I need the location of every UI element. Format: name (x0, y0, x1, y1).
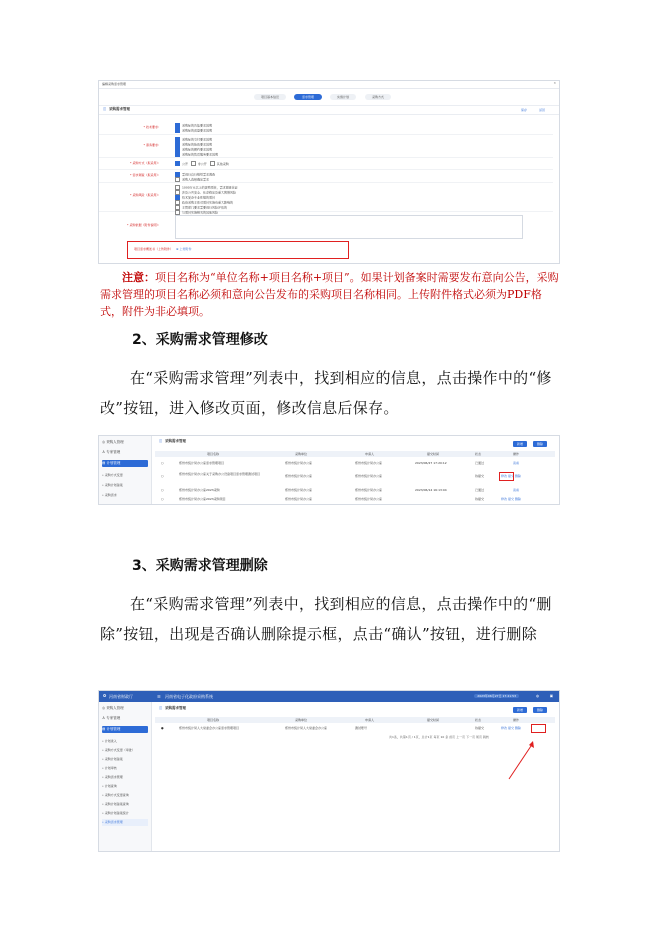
upload-field-label: 项目需求概述书（上传附件） (134, 247, 174, 251)
window-title: 编辑采购需求管理 (102, 82, 127, 86)
brand-name: 河南省财政厅 (109, 694, 133, 699)
option[interactable]: 采购人直接确定需求 (175, 177, 215, 182)
field-label: * 商务要求： (143, 143, 161, 147)
doc-icon: ◫ (159, 439, 163, 443)
calendar-icon: ▤ (102, 727, 106, 731)
cell-name: 郑州市统计局办公室关于采购办公设备项目需求管理测试项目 (179, 472, 261, 476)
step-plan[interactable]: 实施计划 (330, 94, 356, 100)
field-survey (99, 170, 553, 183)
sidebar-item[interactable]: • 计划录入 (102, 739, 117, 743)
cell-name: 郑州市统计局办公室2023采购 (179, 488, 220, 492)
col-header: 项目名称 (207, 452, 220, 456)
sidebar-item[interactable]: ◎ 采购人管理 (102, 706, 124, 710)
checkbox-icon (175, 128, 180, 133)
radio-icon (191, 161, 196, 166)
step-tabs (99, 94, 559, 100)
option[interactable]: 采购标的履约要求说明 (175, 147, 218, 152)
delete-screenshot (98, 690, 560, 852)
field-label: * 采购风险（拟采用）： (130, 193, 161, 197)
menu-icon[interactable]: ☰ (157, 694, 161, 699)
logo-icon: ❂ (103, 693, 107, 698)
cell-unit: 郑州市统计局办公室 (285, 488, 313, 492)
row-radio[interactable]: ● (161, 726, 164, 730)
cell-applicant: 郑州市统计局办公室 (355, 474, 383, 478)
cell-ops[interactable]: 修改 提交 删除 (501, 726, 521, 730)
sidebar-item[interactable]: • 采购需求 (102, 493, 117, 497)
doc-icon: ◫ (159, 706, 163, 710)
option[interactable]: 采购标的交付要求说明 (175, 137, 218, 142)
row-radio[interactable]: ○ (161, 497, 164, 501)
sidebar-item[interactable]: ♙ 专家管理 (102, 716, 121, 720)
row-radio[interactable]: ○ (161, 474, 164, 478)
radio-option[interactable]: 其他采购 (210, 162, 229, 166)
sidebar-item[interactable]: • 采购需求管理 (102, 775, 123, 779)
field-tech-requirement (99, 121, 553, 135)
field-label: * 技术要求： (143, 125, 161, 129)
upload-label: 上传附件 (179, 247, 192, 251)
cell-applicant: 测试账号 (355, 726, 368, 730)
field-label: * 采购依据（附件说明）： (127, 223, 161, 227)
section-heading-modify: 2、采购需求管理修改 (132, 332, 268, 348)
col-header: 状态 (475, 452, 482, 456)
delete-button[interactable]: 删除 (533, 707, 547, 713)
option[interactable]: 1000万元以上的货物项目，需求调查论证 (175, 185, 238, 190)
cell-time: 2023/06/27 17:20:12 (415, 461, 447, 465)
note-paragraph (100, 269, 562, 320)
option[interactable]: 采购标的售后服务要求说明 (175, 152, 218, 157)
panel-title: 采购需求管理 (109, 107, 130, 111)
option[interactable]: 采购标的质量要求说明 (175, 128, 212, 133)
form-screenshot (98, 80, 560, 264)
field-label: * 需求调查（拟采用）： (130, 173, 161, 177)
user-icon: ◎ (102, 706, 106, 710)
note-prefix: 注意： (122, 271, 155, 284)
cell-unit: 郑州市统计局办公室 (285, 497, 313, 501)
checkbox-icon (175, 177, 180, 182)
col-header: 提交时间 (427, 452, 440, 456)
cell-unit: 郑州市统计局办公室 (285, 461, 313, 465)
step-basic-info[interactable]: 项目基本信息 (254, 94, 286, 100)
person-icon: ♙ (102, 450, 106, 454)
field-risk (99, 183, 553, 215)
sidebar-item[interactable]: ♙ 专家管理 (102, 450, 121, 454)
checkbox-icon (175, 152, 180, 157)
delete-button[interactable]: 删除 (533, 441, 547, 447)
user-icon: ◎ (102, 440, 106, 444)
sidebar-item[interactable]: • 计划查询 (102, 784, 117, 788)
option[interactable]: 采购标的验收要求说明 (175, 142, 218, 147)
highlight-box (531, 724, 546, 733)
panel-title: 采购需求管理 (165, 439, 186, 443)
cell-status: 已通过 (475, 488, 485, 492)
cell-applicant: 郑州市统计局办公室 (355, 488, 383, 492)
sidebar (99, 436, 152, 504)
col-header: 操作 (513, 718, 520, 722)
top-navbar (99, 691, 559, 702)
attachment-icon: ⊕ (176, 247, 179, 251)
cell-unit: 郑州市统计局办公室 (285, 474, 313, 478)
note-text: 项目名称为“单位名称+项目名称+项目”。如果计划备案时需要发布意向公告，采购需求管理的项目名称必须和意向公告发布的采购项目名称相同。上传附件格式必须为PDF格式，附件为非必填项。 (100, 271, 559, 318)
red-arrow-icon (507, 739, 537, 781)
system-title: 河南省电子化政府采购系统 (165, 694, 213, 699)
option[interactable]: 与项目实施相关的其他风险 (175, 210, 238, 215)
radio-icon (210, 161, 215, 166)
window-titlebar (99, 81, 559, 89)
close-icon[interactable]: ✕ (553, 81, 556, 85)
sidebar-item[interactable]: ◎ 采购人管理 (102, 440, 124, 444)
cell-ops[interactable]: 修改 提交 删除 (501, 497, 521, 501)
list-screenshot (98, 435, 560, 505)
notification-icon[interactable]: ◍ (535, 694, 539, 698)
option[interactable]: 涉及公共安全、社会稳定及重大舆情风险 (175, 190, 238, 195)
col-header: 申请人 (365, 718, 375, 722)
col-header: 状态 (475, 718, 482, 722)
cell-name: 郑州市统计局办公室2023采购项目 (179, 497, 226, 501)
sidebar-item[interactable]: • 采购方式变更查询 (102, 793, 129, 797)
cell-ops[interactable]: 查看 (513, 461, 520, 465)
sidebar (99, 702, 152, 851)
field-procurement-method (99, 158, 553, 170)
field-label: * 采购方式（拟采用）： (130, 161, 161, 165)
option[interactable]: 主管部门要求需要进行风险评估的 (175, 205, 238, 210)
section-heading-delete: 3、采购需求管理删除 (132, 558, 268, 574)
col-header: 申请人 (365, 452, 375, 456)
person-icon: ♙ (102, 716, 106, 720)
cell-time: 2023/06/14 16:13:04 (415, 488, 447, 492)
sidebar-item[interactable]: • 计划审核 (102, 766, 117, 770)
avatar-icon[interactable]: ▣ (549, 694, 553, 698)
cell-name: 郑州市统计局人大常委会办公室需求管理项目 (179, 726, 240, 730)
add-button[interactable]: 新增 (513, 707, 527, 713)
cell-ops[interactable]: 修改 提交 删除 (501, 474, 521, 478)
col-header: 采购单位 (295, 718, 308, 722)
sidebar-item[interactable]: • 采购方式变更 (102, 473, 123, 477)
doc-icon: ◫ (103, 107, 107, 111)
highlight-box (499, 472, 514, 481)
pagination[interactable]: 共1条，共第1页 / 1页，总计1页 每页 10 条 首页 上一页 下一页 尾页 跳转 (389, 735, 489, 739)
cell-status: 待提交 (475, 497, 485, 501)
sidebar-item[interactable]: • 采购计划备案查询 (102, 802, 129, 806)
section-body-modify: 在“采购需求管理”列表中，找到相应的信息，点击操作中的“修改”按钮，进入修改页面，修改信息后保存。 (100, 369, 552, 417)
cell-status: 待提交 (475, 474, 485, 478)
cell-ops[interactable]: 查看 (513, 488, 520, 492)
date-badge: 2023年06月27日 17:21:53 (474, 694, 519, 698)
cell-applicant: 郑州市统计局办公室 (355, 497, 383, 501)
sidebar-item[interactable]: • 采购计划备案 (102, 757, 123, 761)
back-link[interactable]: 返回 (538, 108, 545, 112)
row-radio[interactable]: ○ (161, 488, 164, 492)
section-body-delete: 在“采购需求管理”列表中，找到相应的信息，点击操作中的“删除”按钮，出现是否确认删除提示框，点击“确认”按钮，进行删除 (100, 595, 552, 643)
option[interactable]: 采购标的功能要求说明 (175, 123, 212, 128)
field-business-requirement (99, 135, 553, 158)
col-header: 项目名称 (207, 718, 220, 722)
panel-title: 采购需求管理 (165, 706, 186, 710)
basis-textarea[interactable] (175, 215, 523, 239)
radio-option[interactable]: 公开 (175, 162, 188, 166)
cell-applicant: 郑州市统计局办公室 (355, 461, 383, 465)
radio-icon (175, 161, 180, 166)
col-header: 采购单位 (295, 452, 308, 456)
save-link[interactable]: 保存 (520, 108, 527, 112)
calendar-icon: ▤ (102, 461, 106, 465)
radio-option[interactable]: 非公开 (191, 162, 207, 166)
step-demand[interactable]: 需求管理 (294, 94, 322, 100)
option[interactable]: 需进行自行组织需求调查 (175, 172, 215, 177)
sidebar-item[interactable]: • 采购方式变更（审批） (102, 748, 135, 752)
option[interactable]: 政府采购主体对项目实施有重大影响的 (175, 200, 238, 205)
upload-link[interactable] (176, 247, 192, 251)
sidebar-item[interactable]: • 采购计划备案统计 (102, 811, 129, 815)
add-button[interactable]: 新增 (513, 441, 527, 447)
sidebar-item-active[interactable]: ▤ 计划管理 (102, 460, 148, 467)
col-header: 提交时间 (427, 718, 440, 722)
sidebar-item[interactable]: • 采购计划备案 (102, 483, 123, 487)
cell-name: 郑州市统计局办公室需求管理项目 (179, 461, 225, 465)
panel-header (99, 105, 559, 115)
sidebar-item-current[interactable]: • 采购需求管理 (102, 819, 148, 826)
highlight-box (127, 241, 349, 259)
row-radio[interactable]: ○ (161, 461, 164, 465)
cell-status: 已通过 (475, 461, 485, 465)
field-basis (99, 213, 553, 239)
cell-status: 待提交 (475, 726, 485, 730)
option[interactable]: 技术复杂专业性强的项目 (175, 195, 238, 200)
sidebar-item-active[interactable]: ▤ 计划管理 (102, 726, 148, 733)
col-header: 操作 (513, 452, 520, 456)
cell-unit: 郑州市统计局人大常委会办公室 (285, 726, 328, 730)
step-method[interactable]: 采购方式 (365, 94, 391, 100)
